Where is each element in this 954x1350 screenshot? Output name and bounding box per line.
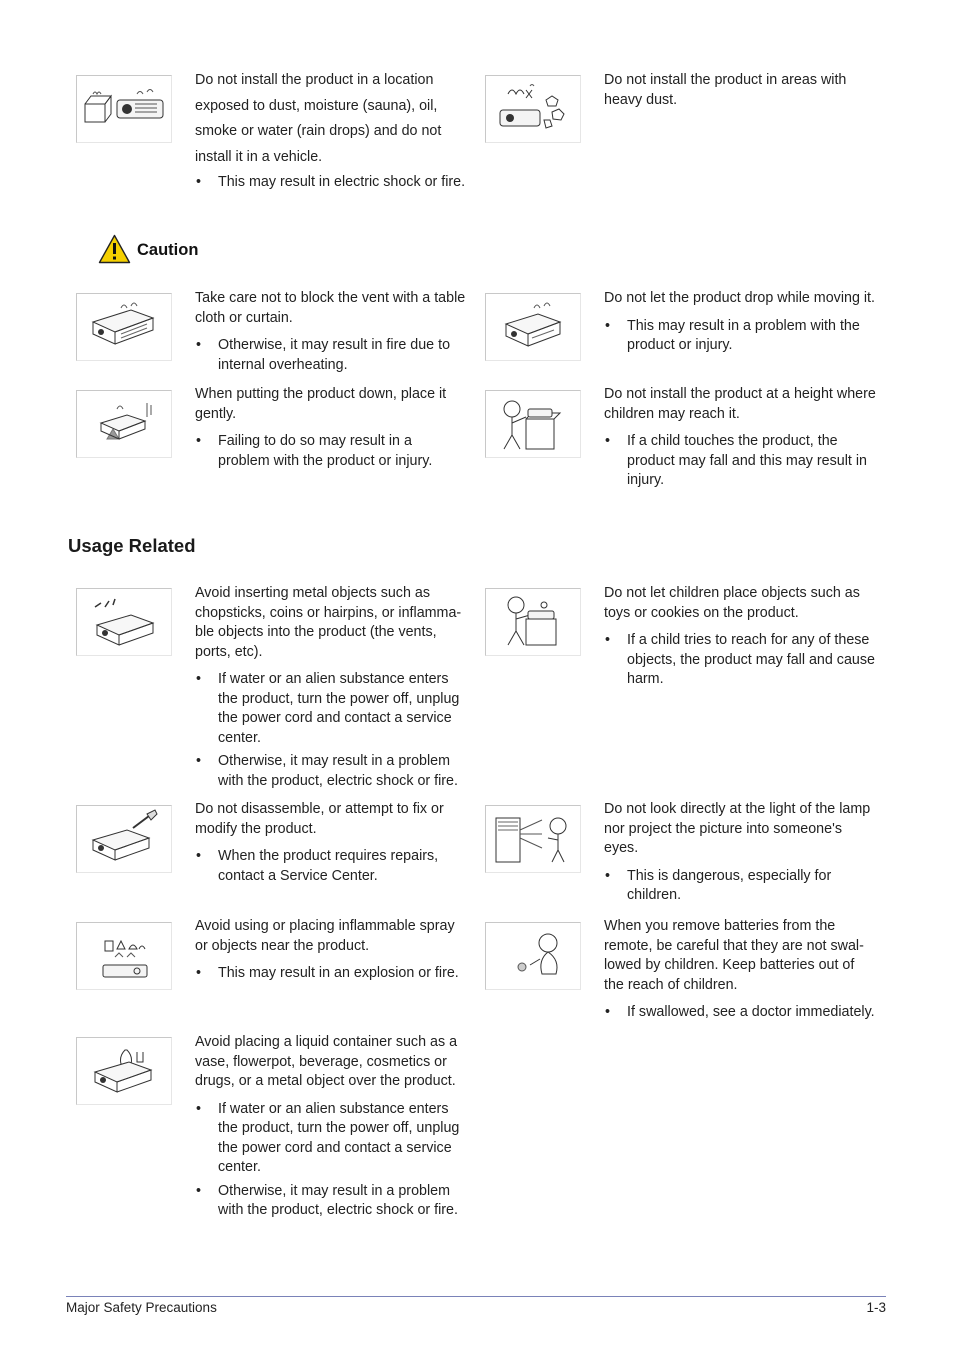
- bullet-text: • If water or an alien substance enters the product, turn the power off, unplug the power cord and contact a service center.: [195, 670, 467, 748]
- projector-vent-cloth-icon: [76, 293, 172, 361]
- liquid-container-icon: [76, 1037, 172, 1105]
- projector-place-gently-icon: [76, 390, 172, 458]
- bullet-text: • Otherwise, it may result in a problem with the product, electric shock or fire.: [195, 752, 467, 791]
- warning-triangle-icon: [98, 234, 131, 264]
- instruction-text: Avoid using or placing inflammable spray or objects near the product.: [195, 918, 455, 954]
- instruction-text: Do not look directly at the light of the lamp nor project the picture into someone's eyes.: [604, 801, 871, 856]
- child-objects-on-product-icon: [485, 588, 581, 656]
- bullet-text: • This may result in an explosion or fire.: [195, 964, 467, 984]
- section-heading: Usage Related: [68, 535, 196, 556]
- child-reach-projector-icon: [485, 390, 581, 458]
- lamp-light-eyes-icon: [485, 805, 581, 873]
- instruction-text: Do not install the product in areas with heavy dust.: [604, 72, 847, 108]
- instruction-text: Do not install the product at a height where children may reach it.: [604, 386, 876, 422]
- bullet-text: • This is dangerous, especially for children.: [604, 867, 876, 906]
- instruction-text: Do not let the product drop while moving it.: [604, 290, 875, 306]
- bullet-text: • Otherwise, it may result in fire due to internal overheating.: [195, 336, 467, 375]
- page-number: 1-3: [866, 1300, 886, 1315]
- flammable-spray-icon: [76, 922, 172, 990]
- instruction-text: When you remove batteries from the remote, be careful that they are not swal-lowed by children. Keep batteries out of the reach of children.: [604, 918, 864, 993]
- instruction-text: Do not let children place objects such as toys or cookies on the product.: [604, 585, 860, 621]
- instruction-text: Do not disassemble, or attempt to fix or modify the product.: [195, 801, 444, 837]
- instruction-text: Avoid placing a liquid container such as a vase, flowerpot, beverage, cosmetics or drugs, or a metal object over the product.: [195, 1034, 458, 1089]
- instruction-text: Avoid inserting metal objects such as chopsticks, coins or hairpins, or inflamma-ble objects into the product (the vents, ports, etc).: [195, 585, 462, 660]
- bullet-text: • If water or an alien substance enters the product, turn the power off, unplug the power cord and contact a service center.: [195, 1100, 467, 1178]
- bullet-text: • When the product requires repairs, contact a Service Center.: [195, 847, 467, 886]
- instruction-text: Take care not to block the vent with a table cloth or curtain.: [195, 290, 466, 326]
- bullet-text: • Failing to do so may result in a problem with the product or injury.: [195, 432, 467, 471]
- child-battery-icon: [485, 922, 581, 990]
- bullet-text: • Otherwise, it may result in a problem with the product, electric shock or fire.: [195, 1182, 467, 1221]
- footer-section-title: Major Safety Precautions: [66, 1300, 217, 1315]
- bullet-text: • If swallowed, see a doctor immediately.: [604, 1003, 876, 1023]
- caution-label: Caution: [137, 241, 199, 259]
- metal-objects-insert-icon: [76, 588, 172, 656]
- projector-heavy-dust-icon: [485, 75, 581, 143]
- bullet-text: • This may result in a problem with the product or injury.: [604, 317, 876, 356]
- instruction-text: Do not install the product in a location exposed to dust, moisture (sauna), oil, smoke or water (rain drops) and do not install it in a vehicle.: [195, 72, 442, 165]
- instruction-text: When putting the product down, place it gently.: [195, 386, 447, 422]
- bullet-text: • This may result in electric shock or fire.: [195, 173, 467, 193]
- disassemble-screwdriver-icon: [76, 805, 172, 873]
- bullet-text: • If a child touches the product, the product may fall and this may result in injury.: [604, 432, 876, 491]
- projector-dust-moisture-icon: [76, 75, 172, 143]
- bullet-text: • If a child tries to reach for any of these objects, the product may fall and cause harm.: [604, 631, 876, 690]
- projector-drop-icon: [485, 293, 581, 361]
- footer-divider: [66, 1296, 886, 1297]
